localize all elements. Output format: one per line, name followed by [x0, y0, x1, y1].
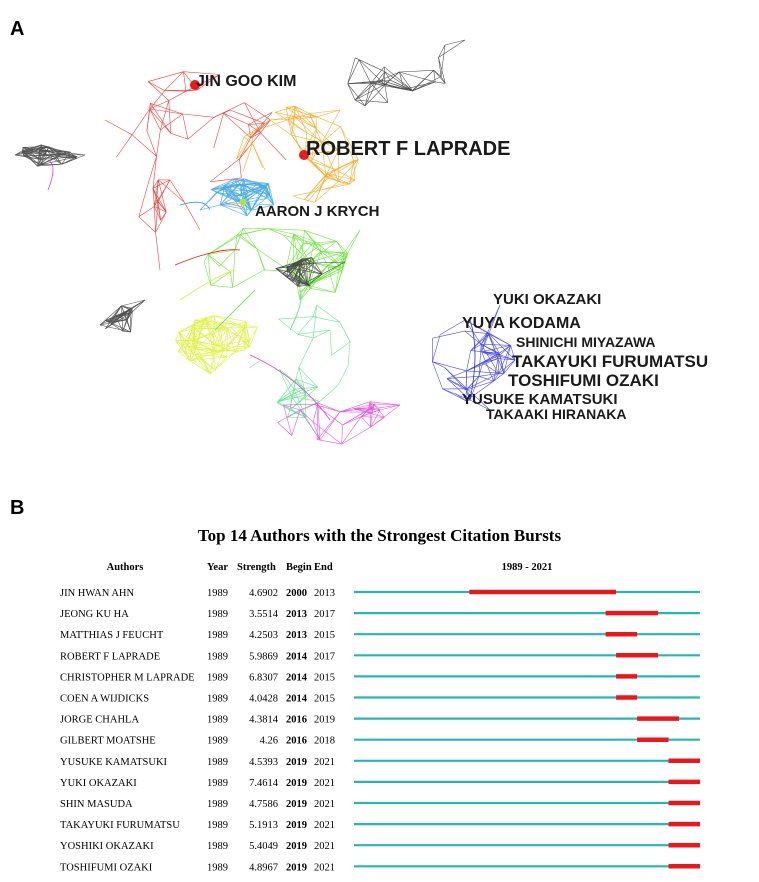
network-cluster [176, 316, 258, 374]
cell-year: 1989 [207, 799, 228, 810]
cell-year: 1989 [207, 693, 228, 705]
cell-strength: 5.4049 [249, 841, 278, 853]
cell-begin: 2019 [286, 756, 307, 768]
cell-end: 2021 [314, 799, 335, 810]
cell-end: 2017 [314, 609, 335, 621]
cell-end: 2021 [314, 756, 335, 768]
author-label: TOSHIFUMI OZAKI [508, 371, 659, 390]
network-cluster [105, 72, 286, 270]
cell-end: 2018 [314, 735, 335, 747]
burst-row [60, 736, 700, 747]
cell-begin: 2016 [286, 735, 307, 747]
cell-year: 1989 [207, 735, 228, 747]
cell-year: 1989 [207, 651, 228, 663]
burst-row [60, 757, 700, 768]
column-header: Year [207, 562, 228, 573]
cell-author: JEONG KU HA [60, 609, 129, 621]
burst-row [60, 841, 700, 852]
burst-row [60, 630, 700, 641]
burst-row [60, 799, 700, 810]
cell-year: 1989 [207, 609, 228, 621]
cell-begin: 2014 [286, 693, 307, 705]
cell-author: ROBERT F LAPRADE [60, 651, 161, 663]
cell-author: CHRISTOPHER M LAPRADE [60, 672, 195, 684]
cell-end: 2021 [314, 820, 335, 832]
cell-author: YUSUKE KAMATSUKI [60, 756, 168, 768]
cell-end: 2021 [314, 841, 335, 853]
cluster-label: ROBERT F LAPRADE [306, 138, 511, 160]
cell-strength: 4.6902 [249, 588, 278, 599]
cell-begin: 2019 [286, 820, 307, 832]
cell-author: COEN A WIJDICKS [60, 693, 150, 705]
cell-author: TAKAYUKI FURUMATSU [60, 820, 180, 832]
column-header: Strength [237, 562, 276, 573]
cell-strength: 4.26 [259, 735, 278, 747]
network-connector [175, 250, 240, 265]
cell-year: 1989 [207, 820, 228, 832]
cell-begin: 2014 [286, 672, 307, 684]
column-header: End [314, 562, 333, 573]
cell-begin: 2019 [286, 841, 307, 853]
author-label: YUSUKE KAMATSUKI [462, 391, 618, 408]
cell-year: 1989 [207, 777, 228, 789]
network-cluster [204, 228, 360, 300]
network-cluster [15, 145, 85, 166]
panel-a-label: A [10, 18, 25, 40]
cell-strength: 6.8307 [249, 672, 278, 684]
author-label: TAKAYUKI FURUMATSU [512, 352, 709, 371]
cell-begin: 2000 [286, 588, 307, 599]
network-cluster [278, 402, 400, 444]
cell-year: 1989 [207, 588, 228, 599]
network-edges [15, 40, 515, 444]
cell-end: 2021 [314, 777, 335, 789]
author-label: YUKI OKAZAKI [493, 291, 602, 308]
cell-strength: 4.8967 [249, 862, 278, 874]
cell-author: SHIN MASUDA [60, 799, 133, 810]
network-cluster [100, 300, 145, 332]
cell-begin: 2019 [286, 862, 307, 874]
cell-end: 2021 [314, 862, 335, 874]
author-label: TAKAAKI HIRANAKA [486, 406, 627, 422]
burst-row [60, 715, 700, 726]
cell-end: 2015 [314, 672, 335, 684]
panel-b-label: B [10, 497, 25, 519]
burst-row [60, 694, 700, 705]
burst-row [60, 672, 700, 683]
burst-table-title: Top 14 Authors with the Strongest Citation Bursts [197, 526, 562, 545]
cell-author: JORGE CHAHLA [60, 714, 140, 726]
cell-year: 1989 [207, 630, 228, 642]
cell-strength: 5.1913 [249, 820, 278, 832]
cell-year: 1989 [207, 862, 228, 874]
cell-author: YOSHIKI OKAZAKI [60, 841, 154, 853]
burst-row [60, 651, 700, 662]
citation-burst-table [0, 555, 759, 882]
cell-strength: 4.2503 [249, 630, 278, 642]
cell-end: 2015 [314, 630, 335, 642]
network-cluster [249, 305, 350, 440]
cell-begin: 2013 [286, 609, 307, 621]
cell-strength: 4.3814 [249, 714, 278, 726]
cluster-label: JIN GOO KIM [196, 73, 297, 90]
cell-end: 2015 [314, 693, 335, 705]
cluster-label: AARON J KRYCH [255, 203, 380, 220]
cell-begin: 2014 [286, 651, 307, 663]
cell-author: YUKI OKAZAKI [60, 777, 137, 789]
cell-begin: 2016 [286, 714, 307, 726]
cell-end: 2013 [314, 588, 335, 599]
network-hub-node [240, 199, 247, 206]
author-label: YUYA KODAMA [462, 315, 581, 332]
cell-end: 2017 [314, 651, 335, 663]
cell-strength: 7.4614 [249, 777, 278, 789]
network-labels [196, 73, 708, 422]
cell-begin: 2019 [286, 799, 307, 810]
cell-end: 2019 [314, 714, 335, 726]
author-label: SHINICHI MIYAZAWA [516, 334, 656, 350]
cell-author: JIN HWAN AHN [60, 588, 135, 599]
burst-row [60, 778, 700, 789]
burst-table-rows [60, 588, 700, 873]
burst-row [60, 588, 700, 599]
network-cluster [348, 40, 465, 106]
network-connector [290, 290, 301, 330]
cell-strength: 5.9869 [249, 651, 278, 663]
column-header: 1989 - 2021 [501, 562, 553, 573]
cell-author: TOSHIFUMI OZAKI [60, 862, 153, 874]
column-header: Authors [106, 562, 144, 573]
cell-strength: 4.5393 [249, 756, 278, 768]
cell-year: 1989 [207, 672, 228, 684]
cell-author: GILBERT MOATSHE [60, 735, 156, 747]
cell-year: 1989 [207, 841, 228, 853]
cell-strength: 4.0428 [249, 693, 278, 705]
cell-strength: 4.7586 [249, 799, 278, 810]
burst-row [60, 609, 700, 620]
cell-year: 1989 [207, 756, 228, 768]
cell-strength: 3.5514 [249, 609, 278, 621]
burst-table-header [107, 562, 553, 573]
column-header: Begin [286, 562, 312, 573]
cell-begin: 2013 [286, 630, 307, 642]
cell-author: MATTHIAS J FEUCHT [60, 630, 164, 642]
cell-year: 1989 [207, 714, 228, 726]
cell-begin: 2019 [286, 777, 307, 789]
burst-row [60, 862, 700, 873]
burst-row [60, 820, 700, 831]
